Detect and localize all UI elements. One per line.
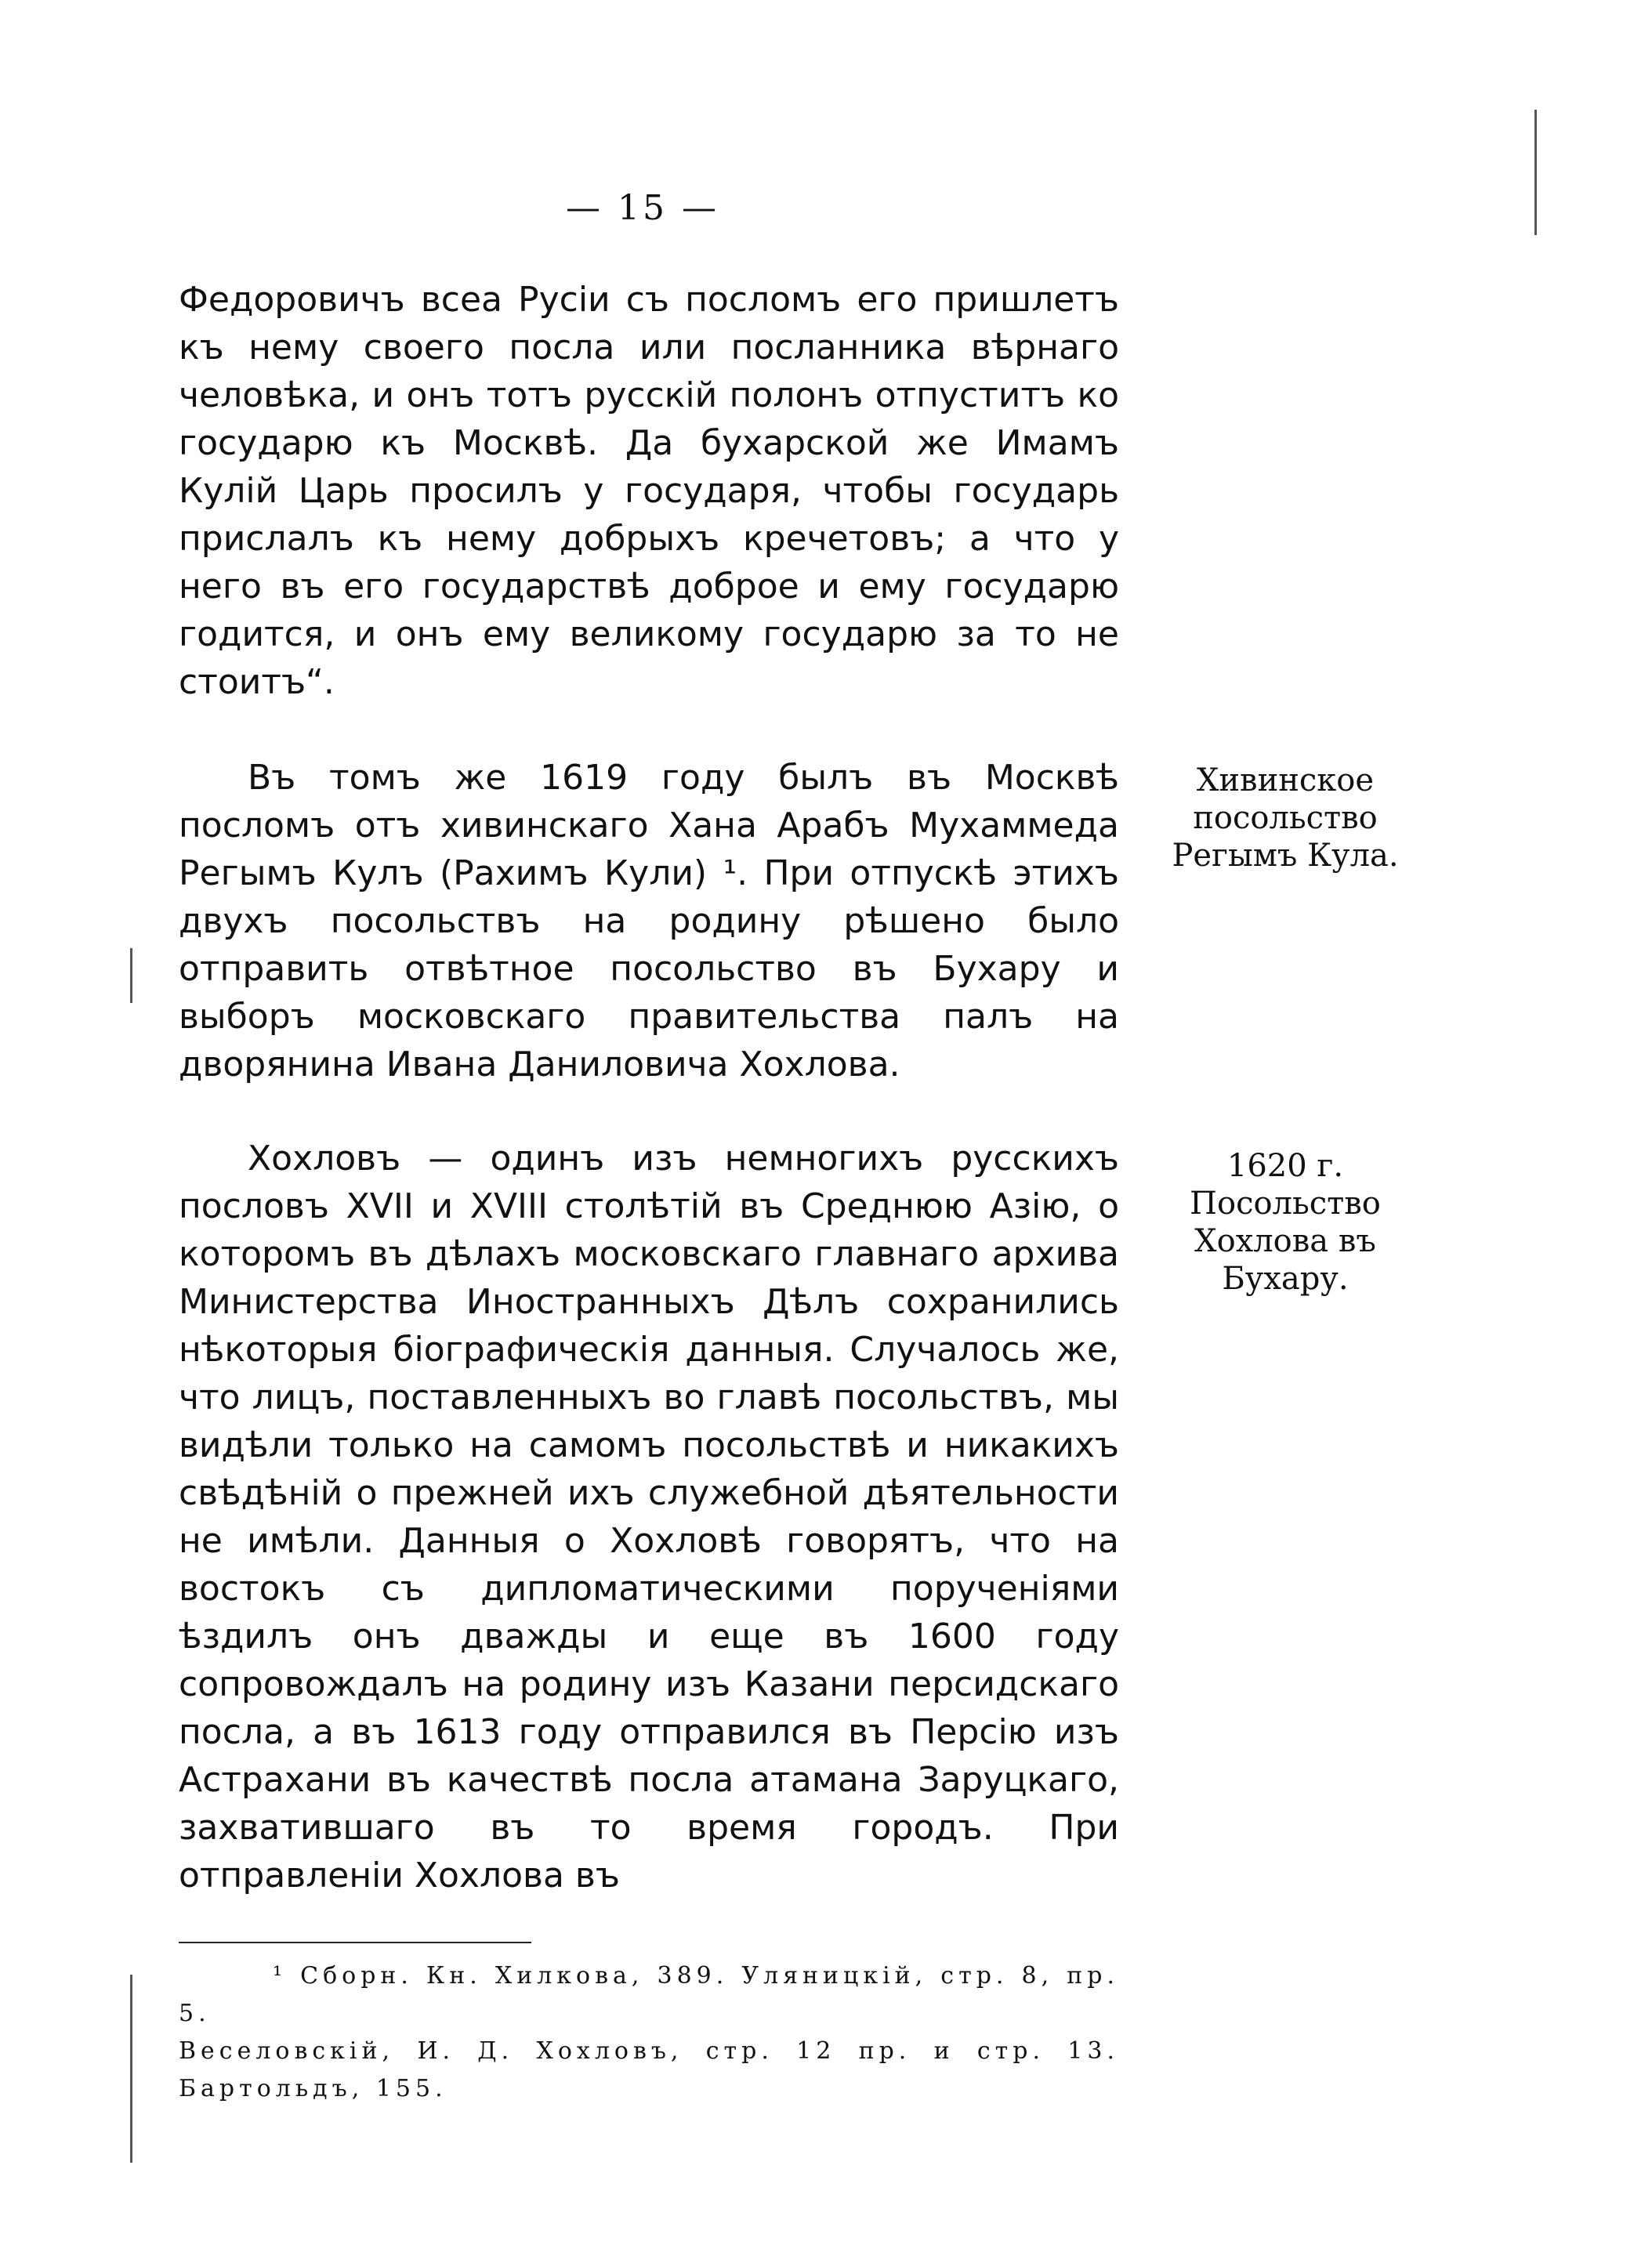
scan-edge-line-bottom xyxy=(130,1975,132,2163)
footnote-line-2: Веселовскій, И. Д. Хохловъ, стр. 12 пр. и стр. 13. Бартольдъ, 155. xyxy=(179,2037,1119,2102)
main-text-block-2 xyxy=(179,754,1119,1088)
paragraph-khokhlov: Хохловъ — одинъ изъ немногихъ русскихъ пословъ XVII и XVIII столѣтій въ Среднюю Азію, о которомъ въ дѣлахъ московскаго главнаго архива Министерства Иностранныхъ Дѣлъ сохранились нѣкоторыя біографическія данныя. Случалось же, что лицъ, поставленныхъ во главѣ посольствъ, мы видѣли только на самомъ посольствѣ и никакихъ свѣдѣній о прежней ихъ служебной дѣятельности не имѣли. Данныя о Хохловѣ говорятъ, что на востокъ съ дипломатическими порученіями ѣздилъ онъ дважды и еще въ 1600 году сопровождалъ на родину изъ Казани персидскаго посла, а въ 1613 году отправился въ Персію изъ Астрахани въ качествѣ посла атамана Заруцкаго, захватившаго въ то время городъ. При отправленіи Хохлова въ xyxy=(179,1139,1119,1895)
paragraph-khiva-embassy: Въ томъ же 1619 году былъ въ Москвѣ посломъ отъ хивинскаго Хана Арабъ Мухаммеда Регымъ Кулъ (Рахимъ Кули) ¹. При отпускѣ этихъ двухъ посольствъ на родину рѣшено было отправить отвѣтное посольство въ Бухару и выборъ московскаго правительства палъ на дворянина Ивана Даниловича Хохлова. xyxy=(179,758,1119,1084)
footnotes xyxy=(179,1957,1119,2108)
main-text-block-3 xyxy=(179,1135,1119,1899)
main-text-block-1 xyxy=(179,276,1119,706)
margin-note-khokhlov: 1620 г. Посольство Хохлова въ Бухару. xyxy=(1190,1148,1381,1297)
margin-note-khiva: Хивинское посольство Регымъ Кула. xyxy=(1172,762,1399,874)
page-number: — 15 — xyxy=(566,188,719,228)
scan-edge-line-left xyxy=(130,948,132,1003)
paragraph-continuation: Федоровичъ всеа Русіи съ посломъ его пришлетъ къ нему своего посла или посланника вѣрнаго человѣка, и онъ тотъ русскій полонъ отпуститъ ко государю къ Москвѣ. Да бухарской же Имамъ Кулій Царь просилъ у государя, чтобы государь прислалъ къ нему добрыхъ кречетовъ; а что у него въ его государствѣ доброе и ему государю годится, и онъ ему великому государю за то не стоитъ“. xyxy=(179,280,1119,702)
scan-edge-line-top xyxy=(1534,110,1537,235)
footnote-rule xyxy=(179,1942,531,1943)
footnote-line-1: ¹ Сборн. Кн. Хилкова, 389. Уляницкій, стр. 8, пр. 5. xyxy=(179,1962,1119,2027)
